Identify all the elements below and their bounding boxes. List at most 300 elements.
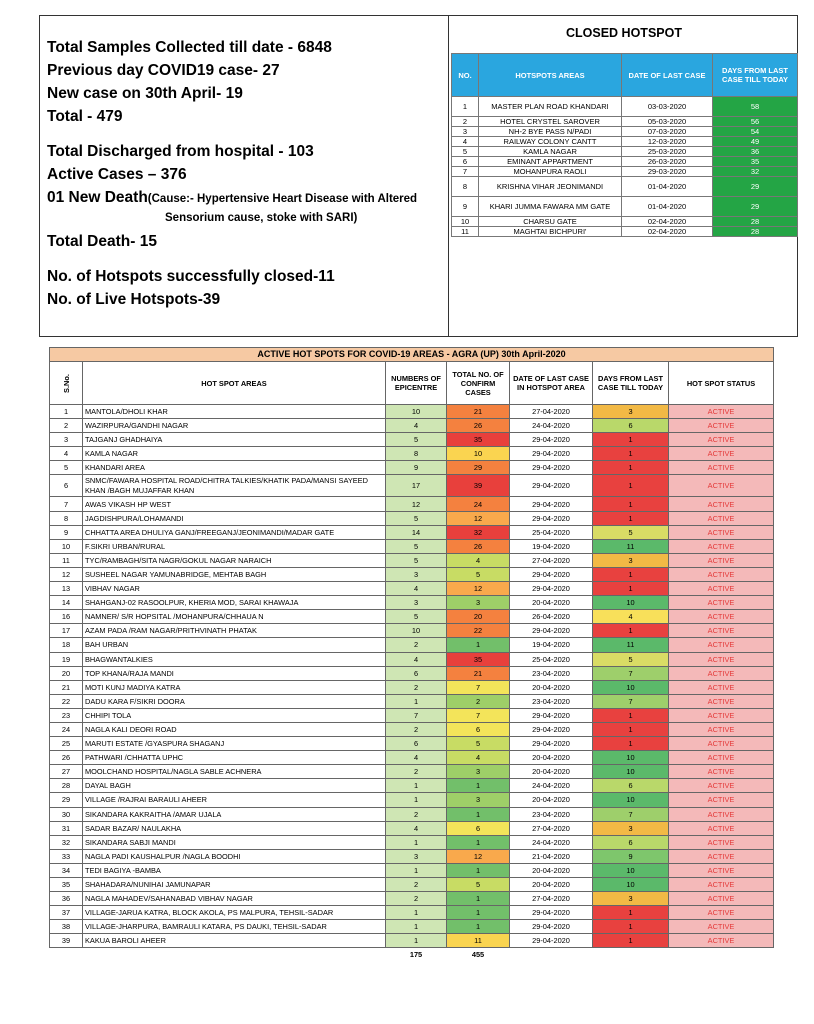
active-cases: 7	[447, 708, 510, 722]
active-row	[50, 419, 774, 433]
active-date: 19-04-2020	[510, 539, 593, 553]
active-sno: 11	[50, 553, 83, 567]
active-cases: 1	[447, 906, 510, 920]
active-area: F.SIKRI URBAN/RURAL	[83, 539, 386, 553]
active-status: ACTIVE	[669, 751, 774, 765]
active-epicentre: 1	[386, 694, 447, 708]
closed-days: 29	[713, 197, 798, 217]
closed-no: 3	[452, 127, 479, 137]
active-sno: 20	[50, 666, 83, 680]
active-row	[50, 596, 774, 610]
active-days: 1	[593, 447, 669, 461]
closed-no: 1	[452, 97, 479, 117]
active-row	[50, 694, 774, 708]
summary-panel	[47, 36, 442, 311]
active-date: 20-04-2020	[510, 680, 593, 694]
closed-area: RAILWAY COLONY CANTT	[479, 137, 622, 147]
closed-area: KRISHNA VIHAR JEONIMANDI	[479, 177, 622, 197]
active-status: ACTIVE	[669, 652, 774, 666]
new-death-line	[47, 186, 442, 211]
active-epicentre: 2	[386, 878, 447, 892]
active-area: CHHIPI TOLA	[83, 708, 386, 722]
active-status: ACTIVE	[669, 567, 774, 581]
active-area: CHHATTA AREA DHULIYA GANJ/FREEGANJ/JEONIMANDI/MADAR GATE	[83, 525, 386, 539]
prev-day-line: Previous day COVID19 case- 27	[47, 62, 280, 79]
active-epicentre: 5	[386, 610, 447, 624]
active-date: 24-04-2020	[510, 835, 593, 849]
active-days: 3	[593, 821, 669, 835]
active-epicentre: 10	[386, 624, 447, 638]
active-area: SHAHGANJ-02 RASOOLPUR, KHERIA MOD, SARAI KHAWAJA	[83, 596, 386, 610]
active-date: 25-04-2020	[510, 525, 593, 539]
active-row	[50, 582, 774, 596]
active-row	[50, 920, 774, 934]
active-date: 23-04-2020	[510, 666, 593, 680]
active-status: ACTIVE	[669, 878, 774, 892]
active-row	[50, 906, 774, 920]
closed-area: KAMLA NAGAR	[479, 147, 622, 157]
active-date: 27-04-2020	[510, 892, 593, 906]
active-row	[50, 863, 774, 877]
closed-days: 36	[713, 147, 798, 157]
active-days: 10	[593, 751, 669, 765]
active-area: MANTOLA/DHOLI KHAR	[83, 405, 386, 419]
active-days: 5	[593, 525, 669, 539]
active-date: 29-04-2020	[510, 906, 593, 920]
closed-days: 35	[713, 157, 798, 167]
active-sno: 30	[50, 807, 83, 821]
active-sno: 24	[50, 722, 83, 736]
active-days: 1	[593, 722, 669, 736]
active-epicentre: 4	[386, 821, 447, 835]
active-epicentre: 2	[386, 765, 447, 779]
active-area: AWAS VIKASH HP WEST	[83, 497, 386, 511]
active-epicentre: 3	[386, 596, 447, 610]
active-area: PATHWARI /CHHATTA UPHC	[83, 751, 386, 765]
active-area: NAGLA MAHADEV/SAHANABAD VIBHAV NAGAR	[83, 892, 386, 906]
closed-col-days: DAYS FROM LAST CASE TILL TODAY	[713, 54, 798, 97]
active-status: ACTIVE	[669, 596, 774, 610]
active-area: BHAGWANTALKIES	[83, 652, 386, 666]
death-cause-1: (Cause:- Hypertensive Heart Disease with Altered	[147, 193, 418, 205]
active-epicentre: 2	[386, 807, 447, 821]
active-area: MARUTI ESTATE /GYASPURA SHAGANJ	[83, 737, 386, 751]
active-cases: 4	[447, 751, 510, 765]
active-epicentre: 7	[386, 708, 447, 722]
active-epicentre: 1	[386, 920, 447, 934]
active-cases: 2	[447, 694, 510, 708]
active-cases: 35	[447, 433, 510, 447]
active-area: VILLAGE-JARUA KATRA, BLOCK AKOLA, PS MALPURA, TEHSIL-SADAR	[83, 906, 386, 920]
active-row	[50, 765, 774, 779]
active-area: KAMLA NAGAR	[83, 447, 386, 461]
new-case-line: New case on 30th April- 19	[47, 85, 243, 102]
active-epicentre: 10	[386, 405, 447, 419]
active-days: 1	[593, 708, 669, 722]
active-date: 19-04-2020	[510, 638, 593, 652]
active-days: 1	[593, 461, 669, 475]
active-col-area: HOT SPOT AREAS	[83, 362, 386, 405]
active-epicentre: 1	[386, 793, 447, 807]
active-days: 1	[593, 934, 669, 948]
closed-area: NH-2 BYE PASS N/PADI	[479, 127, 622, 137]
samples-line: Total Samples Collected till date - 6848	[47, 39, 332, 56]
active-cases: 10	[447, 447, 510, 461]
active-row	[50, 722, 774, 736]
active-sno: 34	[50, 863, 83, 877]
active-sno: 33	[50, 849, 83, 863]
active-sno: 8	[50, 511, 83, 525]
closed-area: MAGHTAI BICHPURI'	[479, 227, 622, 237]
closed-no: 8	[452, 177, 479, 197]
active-cases: 12	[447, 582, 510, 596]
active-cases: 1	[447, 807, 510, 821]
live-count-line: No. of Live Hotspots-39	[47, 291, 221, 308]
closed-col-no: NO.	[452, 54, 479, 97]
active-status: ACTIVE	[669, 638, 774, 652]
active-cases: 4	[447, 553, 510, 567]
active-days: 7	[593, 694, 669, 708]
active-sno: 18	[50, 638, 83, 652]
active-days: 1	[593, 624, 669, 638]
active-area: DAYAL BAGH	[83, 779, 386, 793]
active-cases: 1	[447, 892, 510, 906]
active-area: SIKANDARA KAKRAITHA /AMAR UJALA	[83, 807, 386, 821]
closed-row	[452, 137, 798, 147]
active-epicentre: 4	[386, 419, 447, 433]
active-epicentre: 1	[386, 835, 447, 849]
active-status: ACTIVE	[669, 863, 774, 877]
active-status: ACTIVE	[669, 920, 774, 934]
active-days: 10	[593, 680, 669, 694]
active-date: 27-04-2020	[510, 553, 593, 567]
active-epicentre: 1	[386, 906, 447, 920]
active-epicentre: 17	[386, 475, 447, 497]
active-area: MOTI KUNJ MADIYA KATRA	[83, 680, 386, 694]
active-days: 10	[593, 596, 669, 610]
active-date: 29-04-2020	[510, 934, 593, 948]
active-row	[50, 807, 774, 821]
active-date: 29-04-2020	[510, 475, 593, 497]
active-area: NAGLA PADI KAUSHALPUR /NAGLA BOODHI	[83, 849, 386, 863]
closed-col-area: HOTSPOTS AREAS	[479, 54, 622, 97]
active-status: ACTIVE	[669, 821, 774, 835]
active-cases: 6	[447, 821, 510, 835]
active-days: 10	[593, 863, 669, 877]
active-status: ACTIVE	[669, 807, 774, 821]
active-status: ACTIVE	[669, 624, 774, 638]
active-status: ACTIVE	[669, 610, 774, 624]
total-line: Total - 479	[47, 108, 123, 125]
active-date: 29-04-2020	[510, 624, 593, 638]
active-days: 1	[593, 920, 669, 934]
active-date: 29-04-2020	[510, 708, 593, 722]
active-status: ACTIVE	[669, 765, 774, 779]
closed-area: EMINANT APPARTMENT	[479, 157, 622, 167]
active-cases: 3	[447, 765, 510, 779]
active-date: 29-04-2020	[510, 433, 593, 447]
active-date: 29-04-2020	[510, 461, 593, 475]
closed-area: HOTEL CRYSTEL SAROVER	[479, 117, 622, 127]
active-epicentre: 1	[386, 779, 447, 793]
active-status: ACTIVE	[669, 666, 774, 680]
active-cases: 12	[447, 511, 510, 525]
active-date: 29-04-2020	[510, 722, 593, 736]
active-cases: 11	[447, 934, 510, 948]
discharged-line: Total Discharged from hospital - 103	[47, 143, 314, 160]
active-days: 1	[593, 511, 669, 525]
active-days: 4	[593, 610, 669, 624]
closed-no: 9	[452, 197, 479, 217]
active-area: SNMC/FAWARA HOSPITAL ROAD/CHITRA TALKIES/KHATIK PADA/MANSI SAYEED KHAN /BAGH MUJAFFAR KHAN	[83, 475, 386, 497]
active-sno: 16	[50, 610, 83, 624]
active-date: 29-04-2020	[510, 511, 593, 525]
active-totals-row	[50, 948, 774, 962]
closed-days: 29	[713, 177, 798, 197]
active-epicentre: 2	[386, 892, 447, 906]
active-row	[50, 475, 774, 497]
active-cases: 1	[447, 920, 510, 934]
active-date: 29-04-2020	[510, 737, 593, 751]
closed-date: 03-03-2020	[622, 97, 713, 117]
active-days: 7	[593, 666, 669, 680]
active-days: 3	[593, 405, 669, 419]
totals-spacer	[50, 948, 83, 962]
death-cause-2: Sensorium cause, stoke with SARI)	[165, 212, 358, 224]
active-status: ACTIVE	[669, 461, 774, 475]
active-sno: 13	[50, 582, 83, 596]
closed-days: 58	[713, 97, 798, 117]
active-sno: 4	[50, 447, 83, 461]
active-cases: 1	[447, 863, 510, 877]
active-cases: 1	[447, 638, 510, 652]
active-sno: 10	[50, 539, 83, 553]
active-sno: 19	[50, 652, 83, 666]
active-area: NAGLA KALI DEORI ROAD	[83, 722, 386, 736]
active-sno: 38	[50, 920, 83, 934]
closed-date: 07-03-2020	[622, 127, 713, 137]
active-cases: 26	[447, 419, 510, 433]
closed-row	[452, 197, 798, 217]
closed-days: 54	[713, 127, 798, 137]
active-status: ACTIVE	[669, 835, 774, 849]
closed-row	[452, 227, 798, 237]
active-cases: 22	[447, 624, 510, 638]
active-epicentre: 2	[386, 638, 447, 652]
active-status: ACTIVE	[669, 793, 774, 807]
active-days: 1	[593, 475, 669, 497]
active-cases: 12	[447, 849, 510, 863]
active-row	[50, 835, 774, 849]
active-date: 20-04-2020	[510, 793, 593, 807]
active-cases: 21	[447, 405, 510, 419]
active-row	[50, 638, 774, 652]
active-status: ACTIVE	[669, 582, 774, 596]
active-days: 3	[593, 892, 669, 906]
active-col-sno: S.No.	[50, 362, 83, 405]
active-area: TAJGANJ GHADHAIYA	[83, 433, 386, 447]
active-epicentre: 2	[386, 680, 447, 694]
new-death-label: 01 New Death	[47, 189, 148, 206]
active-cases: 5	[447, 567, 510, 581]
active-area: TYC/RAMBAGH/SITA NAGR/GOKUL NAGAR NARAICH	[83, 553, 386, 567]
active-col-epicentre: NUMBERS OF EPICENTRE	[386, 362, 447, 405]
active-sno: 12	[50, 567, 83, 581]
active-table-title: ACTIVE HOT SPOTS FOR COVID-19 AREAS - AGRA (UP) 30th April-2020	[50, 348, 774, 362]
active-sno: 22	[50, 694, 83, 708]
closed-row	[452, 127, 798, 137]
active-date: 23-04-2020	[510, 694, 593, 708]
active-cases: 7	[447, 680, 510, 694]
active-sno: 1	[50, 405, 83, 419]
active-sno: 5	[50, 461, 83, 475]
active-cases: 1	[447, 835, 510, 849]
active-sno: 9	[50, 525, 83, 539]
active-col-status: HOT SPOT STATUS	[669, 362, 774, 405]
active-sno: 29	[50, 793, 83, 807]
active-row	[50, 553, 774, 567]
total-cases: 455	[447, 948, 510, 962]
closed-no: 4	[452, 137, 479, 147]
total-death-line: Total Death- 15	[47, 233, 157, 250]
active-area: WAZIRPURA/GANDHI NAGAR	[83, 419, 386, 433]
active-date: 20-04-2020	[510, 751, 593, 765]
active-days: 6	[593, 419, 669, 433]
active-days: 1	[593, 582, 669, 596]
active-days: 11	[593, 539, 669, 553]
active-row	[50, 892, 774, 906]
active-sno: 6	[50, 475, 83, 497]
closed-row	[452, 97, 798, 117]
active-row	[50, 461, 774, 475]
active-epicentre: 6	[386, 737, 447, 751]
active-status: ACTIVE	[669, 722, 774, 736]
active-sno: 27	[50, 765, 83, 779]
active-line: Active Cases – 376	[47, 166, 187, 183]
active-epicentre: 6	[386, 666, 447, 680]
active-hotspot-table	[49, 347, 774, 961]
active-epicentre: 12	[386, 497, 447, 511]
closed-no: 5	[452, 147, 479, 157]
active-area: TEDI BAGIYA -BAMBA	[83, 863, 386, 877]
active-epicentre: 1	[386, 934, 447, 948]
active-area: SHAHADARA/NUNIHAI JAMUNAPAR	[83, 878, 386, 892]
active-date: 29-04-2020	[510, 447, 593, 461]
active-col-cases: TOTAL NO. OF CONFIRM CASES	[447, 362, 510, 405]
active-sno: 23	[50, 708, 83, 722]
active-days: 5	[593, 652, 669, 666]
active-area: BAH URBAN	[83, 638, 386, 652]
active-days: 1	[593, 433, 669, 447]
active-row	[50, 405, 774, 419]
active-sno: 26	[50, 751, 83, 765]
active-area: SIKANDARA SABJI MANDI	[83, 835, 386, 849]
closed-row	[452, 167, 798, 177]
active-status: ACTIVE	[669, 539, 774, 553]
closed-date: 12-03-2020	[622, 137, 713, 147]
active-days: 10	[593, 878, 669, 892]
active-cases: 20	[447, 610, 510, 624]
active-status: ACTIVE	[669, 934, 774, 948]
active-sno: 36	[50, 892, 83, 906]
active-area: KHANDARI AREA	[83, 461, 386, 475]
active-epicentre: 3	[386, 849, 447, 863]
active-row	[50, 680, 774, 694]
active-epicentre: 5	[386, 511, 447, 525]
active-area: DADU KARA F/SIKRI DOORA	[83, 694, 386, 708]
active-area: KAKUA BAROLI AHEER	[83, 934, 386, 948]
active-days: 11	[593, 638, 669, 652]
active-epicentre: 1	[386, 863, 447, 877]
active-days: 1	[593, 737, 669, 751]
active-row	[50, 447, 774, 461]
closed-no: 10	[452, 217, 479, 227]
active-status: ACTIVE	[669, 511, 774, 525]
active-date: 20-04-2020	[510, 863, 593, 877]
active-cases: 24	[447, 497, 510, 511]
closed-date: 01-04-2020	[622, 197, 713, 217]
active-sno: 2	[50, 419, 83, 433]
active-area: SADAR BAZAR/ NAULAKHA	[83, 821, 386, 835]
active-cases: 21	[447, 666, 510, 680]
closed-row	[452, 117, 798, 127]
closed-days: 28	[713, 217, 798, 227]
active-status: ACTIVE	[669, 892, 774, 906]
active-area: JAGDISHPURA/LOHAMANDI	[83, 511, 386, 525]
totals-spacer	[83, 948, 386, 962]
active-status: ACTIVE	[669, 553, 774, 567]
active-row	[50, 666, 774, 680]
closed-date: 02-04-2020	[622, 227, 713, 237]
active-sno: 37	[50, 906, 83, 920]
active-sno: 25	[50, 737, 83, 751]
active-row	[50, 525, 774, 539]
active-cases: 39	[447, 475, 510, 497]
closed-area: MASTER PLAN ROAD KHANDARI	[479, 97, 622, 117]
active-area: AZAM PADA /RAM NAGAR/PRITHVINATH PHATAK	[83, 624, 386, 638]
active-area: SUSHEEL NAGAR YAMUNABRIDGE, MEHTAB BAGH	[83, 567, 386, 581]
closed-date: 05-03-2020	[622, 117, 713, 127]
active-date: 21-04-2020	[510, 849, 593, 863]
active-epicentre: 4	[386, 652, 447, 666]
active-status: ACTIVE	[669, 475, 774, 497]
active-epicentre: 3	[386, 567, 447, 581]
summary-divider	[448, 15, 449, 337]
active-date: 20-04-2020	[510, 878, 593, 892]
active-days: 1	[593, 906, 669, 920]
active-epicentre: 5	[386, 433, 447, 447]
active-date: 24-04-2020	[510, 419, 593, 433]
closed-no: 2	[452, 117, 479, 127]
active-cases: 32	[447, 525, 510, 539]
active-row	[50, 751, 774, 765]
active-status: ACTIVE	[669, 405, 774, 419]
active-row	[50, 849, 774, 863]
active-status: ACTIVE	[669, 497, 774, 511]
active-sno: 17	[50, 624, 83, 638]
closed-area: MOHANPURA RAOLI	[479, 167, 622, 177]
active-row	[50, 708, 774, 722]
active-date: 20-04-2020	[510, 765, 593, 779]
active-days: 1	[593, 497, 669, 511]
active-area: NAMNER/ S/R HOPSITAL /MOHANPURA/CHHAUA N	[83, 610, 386, 624]
active-row	[50, 511, 774, 525]
active-days: 9	[593, 849, 669, 863]
active-area: VIBHAV NAGAR	[83, 582, 386, 596]
active-status: ACTIVE	[669, 737, 774, 751]
active-epicentre: 4	[386, 751, 447, 765]
active-row	[50, 779, 774, 793]
